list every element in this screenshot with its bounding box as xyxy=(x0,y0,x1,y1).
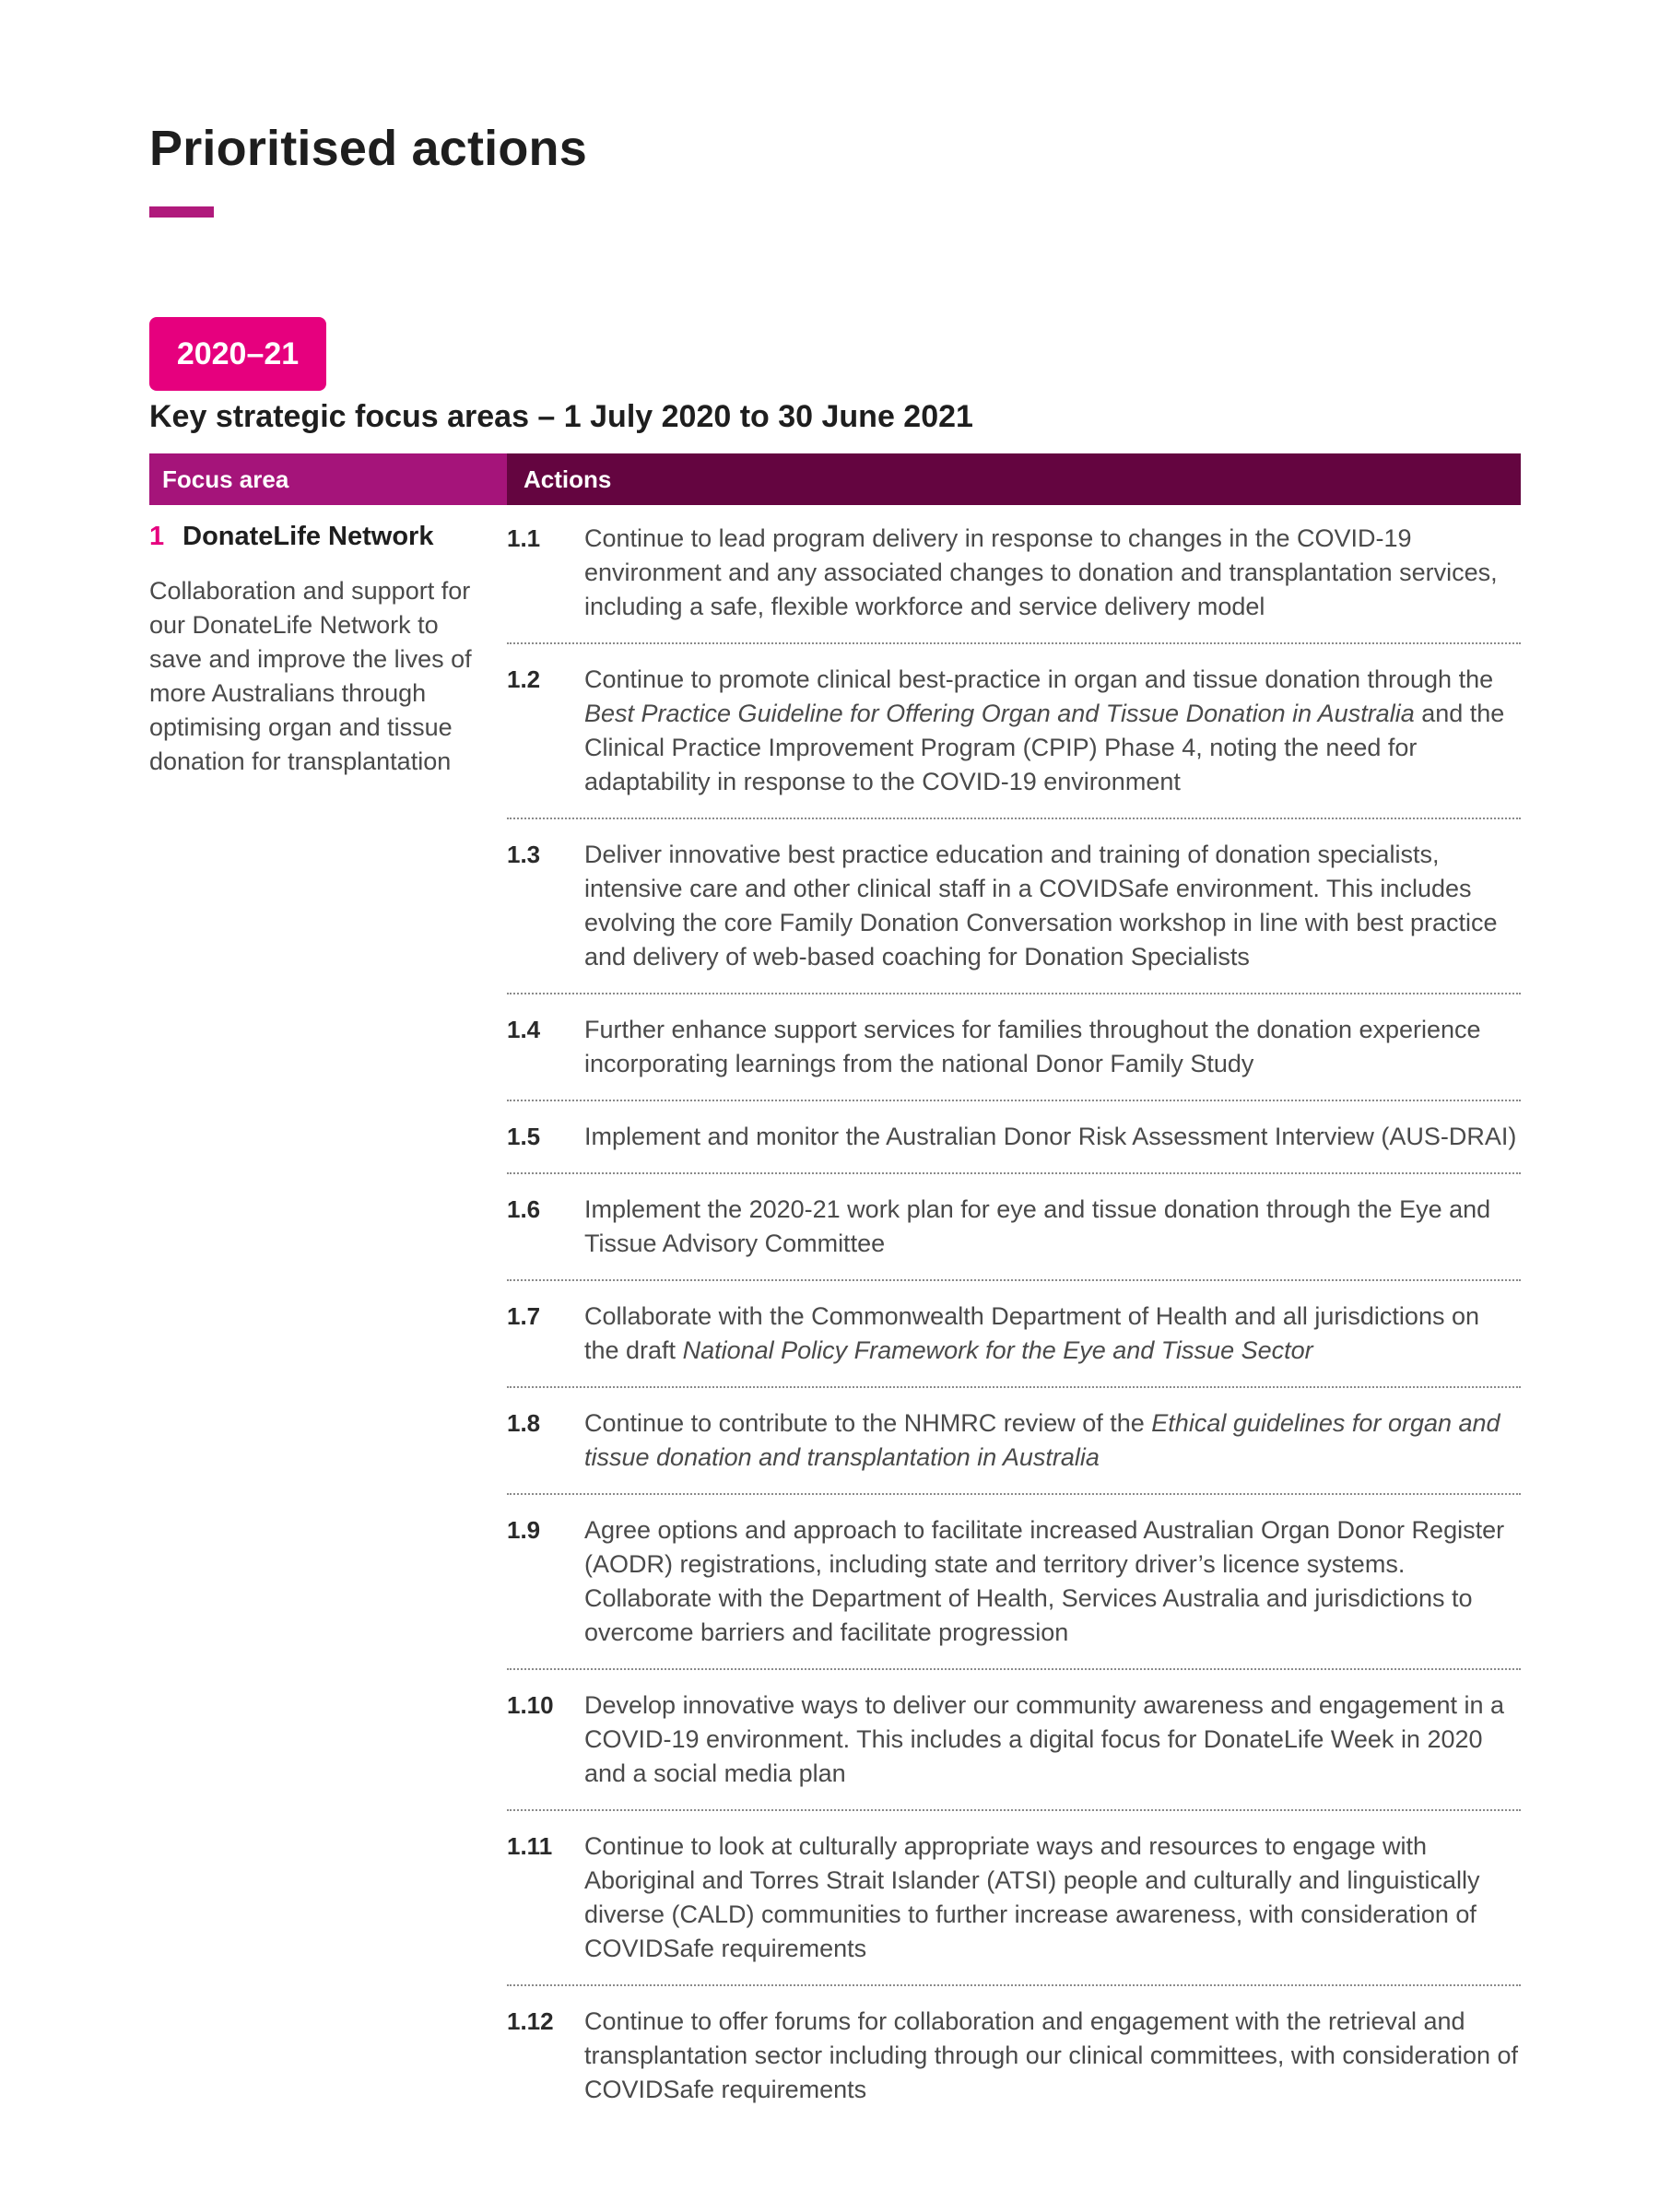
focus-area-description: Collaboration and support for our DonateLife Network to save and improve the lives of more Australians through optimising organ and tissue donation for transplantation xyxy=(149,577,472,775)
action-text-italic: National Policy Framework for the Eye and Tissue Sector xyxy=(682,1336,1313,1364)
action-text xyxy=(584,1513,1521,1650)
action-text xyxy=(584,2005,1521,2107)
action-number: 1.12 xyxy=(507,2007,554,2035)
action-number: 1.1 xyxy=(507,524,541,552)
action-number: 1.7 xyxy=(507,1302,541,1330)
action-row xyxy=(507,2005,1521,2125)
action-row xyxy=(507,663,1521,819)
action-text xyxy=(584,1013,1521,1081)
year-badge: 2020–21 xyxy=(149,317,326,391)
action-text-italic: Ethical guidelines for organ and tissue donation and transplantation in Australia xyxy=(584,1409,1500,1471)
action-number: 1.8 xyxy=(507,1409,541,1437)
action-text xyxy=(584,1406,1521,1475)
action-text-segment: Continue to promote clinical best-practice in organ and tissue donation through the xyxy=(584,665,1494,693)
action-number: 1.3 xyxy=(507,841,541,868)
page-title: Prioritised actions xyxy=(149,121,587,176)
action-number: 1.11 xyxy=(507,1832,553,1860)
action-row xyxy=(507,1120,1521,1174)
action-text-segment: Continue to offer forums for collaboration and engagement with the retrieval and transplantation sector including through our clinical committees, with consideration of COVIDSafe requirements xyxy=(584,2007,1519,2103)
action-text-segment: and the Clinical Practice Improvement Program (CPIP) Phase 4, noting the need for adaptability in response to the COVID-19 environment xyxy=(584,700,1505,795)
action-row xyxy=(507,838,1521,994)
action-text xyxy=(584,1830,1521,1966)
action-row xyxy=(507,522,1521,644)
action-text xyxy=(584,663,1521,799)
action-text-segment: Continue to look at culturally appropriate ways and resources to engage with Aboriginal and Torres Strait Islander (ATSI) people and culturally and linguistically diverse (CALD) communities to further increase awareness, with consideration of COVIDSafe requirements xyxy=(584,1832,1480,1962)
action-number: 1.9 xyxy=(507,1516,541,1544)
action-text xyxy=(584,838,1521,974)
title-underline xyxy=(149,206,214,218)
action-text-segment: Continue to lead program delivery in response to changes in the COVID-19 environment and any associated changes to donation and transplantation services, including a safe, flexible workforce and service delivery model xyxy=(584,524,1498,620)
actions-list xyxy=(507,522,1521,2144)
action-row xyxy=(507,1688,1521,1811)
action-text-segment: Develop innovative ways to deliver our community awareness and engagement in a COVID-19 environment. This includes a digital focus for DonateLife Week in 2020 and a social media plan xyxy=(584,1691,1505,1787)
action-text-segment: Implement and monitor the Australian Donor Risk Assessment Interview (AUS-DRAI) xyxy=(584,1123,1517,1150)
header-actions: Actions xyxy=(507,453,1521,505)
action-row xyxy=(507,1830,1521,1986)
action-text xyxy=(584,1300,1521,1368)
action-text-segment: Collaborate with the Commonwealth Department of Health and all jurisdictions on the draft xyxy=(584,1302,1479,1364)
action-text xyxy=(584,1193,1521,1261)
action-text-segment: Continue to contribute to the NHMRC review of the xyxy=(584,1409,1152,1437)
action-number: 1.5 xyxy=(507,1123,541,1150)
focus-area-number: 1 xyxy=(149,522,165,551)
action-number: 1.4 xyxy=(507,1016,541,1043)
action-number: 1.6 xyxy=(507,1195,541,1223)
focus-area-heading xyxy=(149,522,472,552)
action-text-segment: Implement the 2020-21 work plan for eye and tissue donation through the Eye and Tissue Advisory Committee xyxy=(584,1195,1491,1257)
document-page xyxy=(149,0,1521,2212)
action-text xyxy=(584,522,1521,624)
table-header xyxy=(149,453,1521,505)
header-focus-area: Focus area xyxy=(149,453,507,505)
action-row xyxy=(507,1300,1521,1388)
action-number: 1.2 xyxy=(507,665,541,693)
action-text xyxy=(584,1120,1521,1154)
action-row xyxy=(507,1013,1521,1101)
action-row xyxy=(507,1193,1521,1281)
action-text-segment: Agree options and approach to facilitate increased Australian Organ Donor Register (AODR) registrations, including state and territory driver’s licence systems. Collaborate with the Department of Health, Services Australia and jurisdictions to overcome barriers and facilitate progression xyxy=(584,1516,1505,1646)
action-text-segment: Deliver innovative best practice education and training of donation specialists, intensive care and other clinical staff in a COVIDSafe environment. This includes evolving the core Family Donation Conversation workshop in line with best practice and delivery of web-based coaching for Donation Specialists xyxy=(584,841,1498,971)
action-text xyxy=(584,1688,1521,1791)
action-row xyxy=(507,1513,1521,1670)
action-text-italic: Best Practice Guideline for Offering Organ and Tissue Donation in Australia xyxy=(584,700,1415,727)
focus-area-title: DonateLife Network xyxy=(182,522,434,551)
section-subtitle: Key strategic focus areas – 1 July 2020 to 30 June 2021 xyxy=(149,399,973,434)
action-row xyxy=(507,1406,1521,1495)
focus-area-column xyxy=(149,522,472,779)
action-text-segment: Further enhance support services for families throughout the donation experience incorporating learnings from the national Donor Family Study xyxy=(584,1016,1481,1077)
action-number: 1.10 xyxy=(507,1691,554,1719)
